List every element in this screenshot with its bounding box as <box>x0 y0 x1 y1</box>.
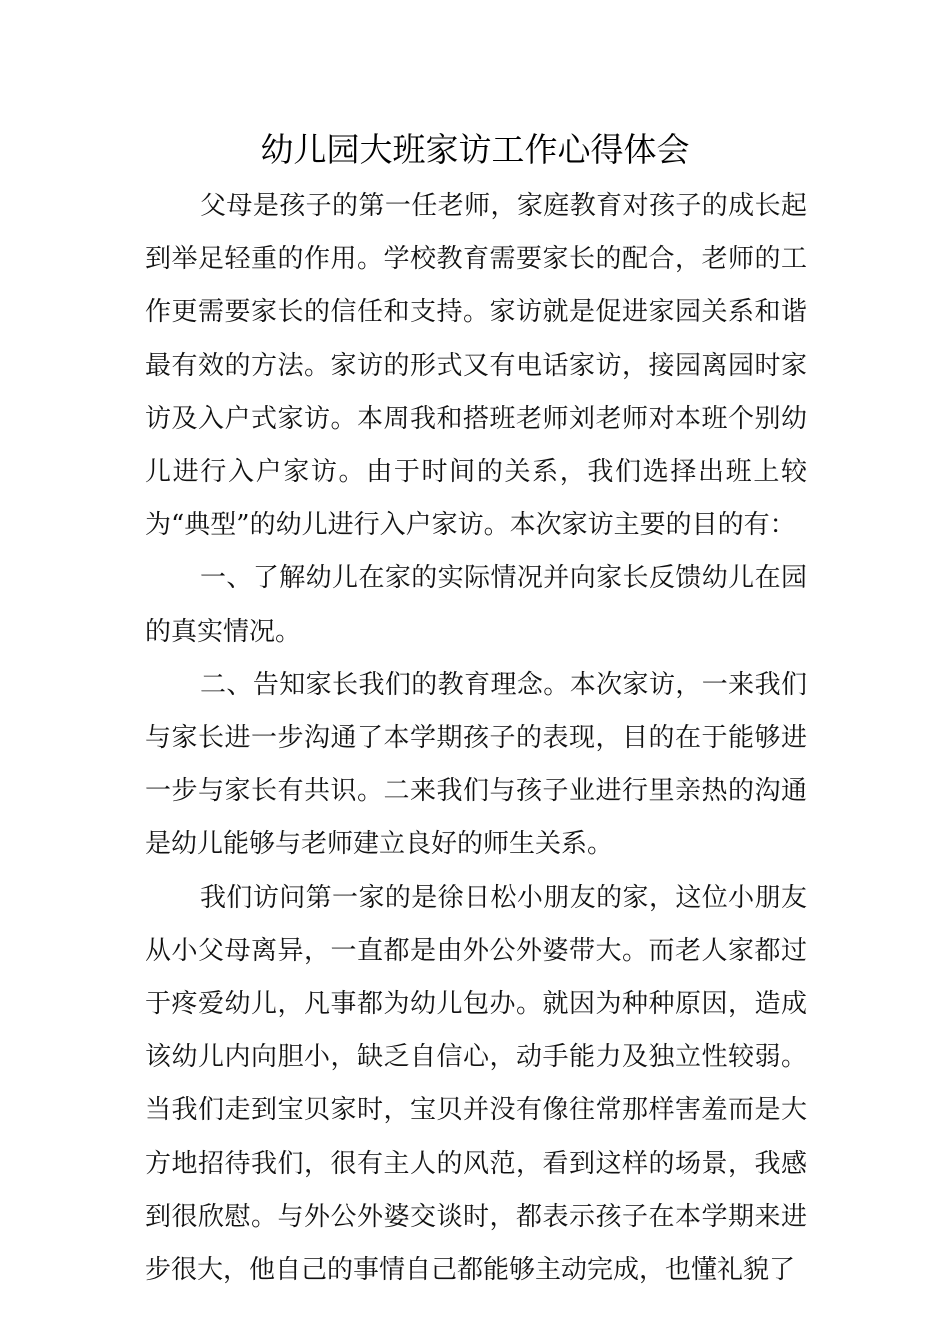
paragraph-goal-two: 二、告知家长我们的教育理念。本次家访，一来我们与家长进一步沟通了本学期孩子的表现，目的在于能够进一步与家长有共识。二来我们与孩子业进行里亲热的沟通是幼儿能够与老师建立良好的师生关系。 <box>145 669 807 860</box>
document-body <box>145 180 807 1297</box>
document-title: 幼儿园大班家访工作心得体会 <box>260 130 690 169</box>
paragraph-first-visit: 我们访问第一家的是徐日松小朋友的家，这位小朋友从小父母离异，一直都是由外公外婆带大。而老人家都过于疼爱幼儿，凡事都为幼儿包办。就因为种种原因，造成该幼儿内向胆小，缺乏自信心，动手能力及独立性较弱。当我们走到宝贝家时，宝贝并没有像往常那样害羞而是大方地招待我们，很有主人的风范，看到这样的场景，我感到很欣慰。与外公外婆交谈时，都表示孩子在本学期来进步很大，他自己的事情自己都能够主动完成，也懂礼貌了 <box>145 882 807 1286</box>
paragraph-goal-one: 一、了解幼儿在家的实际情况并向家长反馈幼儿在园的真实情况。 <box>145 563 807 647</box>
paragraph-intro: 父母是孩子的第一任老师，家庭教育对孩子的成长起到举足轻重的作用。学校教育需要家长的配合，老师的工作更需要家长的信任和支持。家访就是促进家园关系和谐最有效的方法。家访的形式又有电话家访，接园离园时家访及入户式家访。本周我和搭班老师刘老师对本班个别幼儿进行入户家访。由于时间的关系，我们选择出班上较为“典型”的幼儿进行入户家访。本次家访主要的目的有： <box>145 191 807 541</box>
